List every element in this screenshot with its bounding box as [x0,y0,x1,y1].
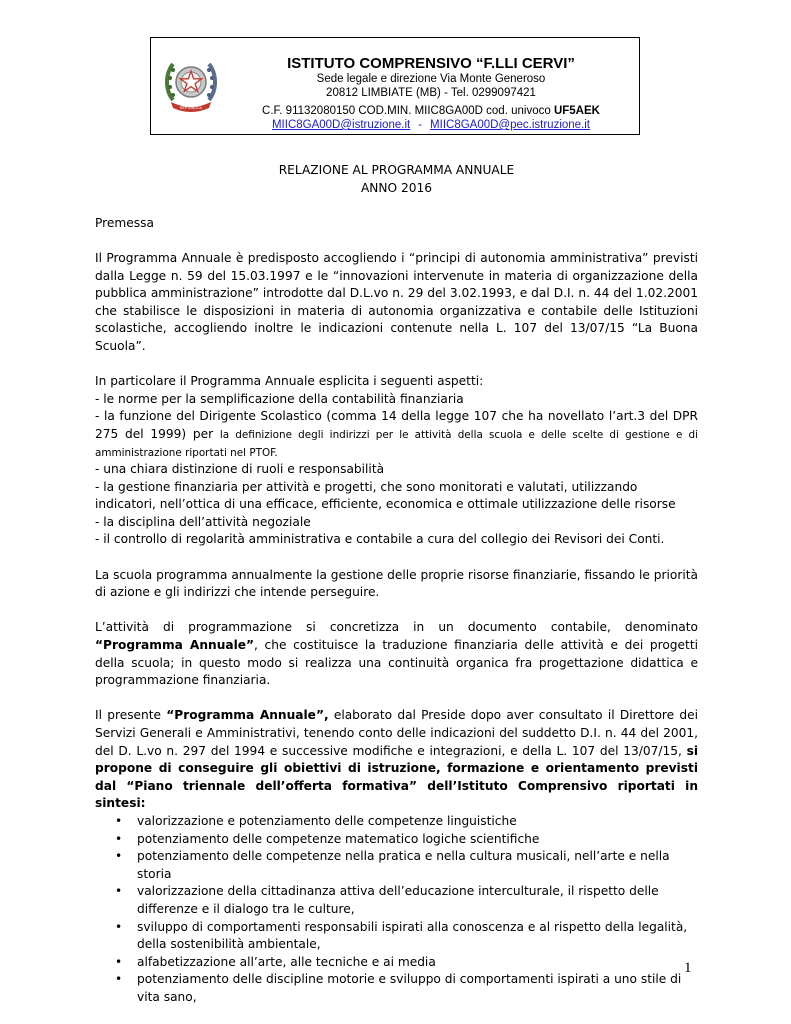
para-text: , che costituisce la traduzione finanziaria delle attività e dei progetti della scuola; in questo modo si realizza una continuità organica fra progettazione didattica e programmazione finanziaria. [95,638,698,688]
codes-text: C.F. 91132080150 COD.MIN. MIIC8GA00D cod. univoco [262,105,554,117]
aspect-item-dirigente-a: - la funzione del Dirigente Scolastico (comma 14 della legge 107 che ha novellato l’art.3 del DPR 275 del 1999) per [95,409,698,441]
list-item: • valorizzazione della cittadinanza attiva dell’educazione interculturale, il rispetto delle differenze e il dialogo tra le culture, [95,883,698,918]
paragraph-presente [95,707,698,813]
para-bold: “Programma Annuale” [95,638,255,653]
list-item: • valorizzazione e potenziamento delle competenze linguistiche [95,813,698,831]
address-line-1: Sede legale e direzione Via Monte Generoso [316,73,546,85]
aspect-item-dirigente [95,408,698,461]
svg-text:REPVBBLICA: REPVBBLICA [180,106,202,110]
para-text: elaborato dal Preside dopo aver consultato il Direttore dei Servizi Generali e Amministrativi, tenendo conto delle indicazioni del suddetto D.I. n. 44 del 2001, del D. L.vo n. 297 del 1994 e successive modifiche e integrazioni, e della L. 107 del 13/07/15, [95,708,699,758]
paragraph-intro: Il Programma Annuale è predisposto accogliendo i “principi di autonomia amministrativa” previsti dalla Legge n. 59 del 15.03.1997 e le “innovazioni intervenute in materia di organizzazione della pubblica amministrazione” introdotte dal D.L.vo n. 29 del 3.02.1993, e dal D.I. n. 44 del 1.02.2001 che stabilisce le disposizioni in materia di autonomia organizzativa e contabile delle Istituzioni scolastiche, accogliendo inoltre le indicazioni contenute nella L. 107 del 13/07/15 “La Buona Scuola”. [95,250,698,353]
email-separator: - [418,119,423,131]
aspects-intro: In particolare il Programma Annuale esplicita i seguenti aspetti: [95,374,484,389]
document-body [95,162,698,1007]
page-number: 1 [684,960,692,976]
aspect-item: - la disciplina dell’attività negoziale [95,514,311,529]
paragraph-programmazione [95,619,698,689]
email-line [231,118,631,132]
para-bold: “Programma Annuale”, [166,708,329,723]
para-bold: si propone di conseguire gli obiettivi di istruzione, formazione e orientamento previsti dal “Piano triennale dell’offerta formativa” dell’Istituto Comprensivo riportati in sintesi: [95,743,698,811]
aspect-item: - il controllo di regolarità amministrativa e contabile a cura del collegio dei Revisori dei Conti. [95,532,665,547]
email-link-istruzione[interactable]: MIIC8GA00D@istruzione.it [271,119,411,131]
aspect-item-dirigente-b: la definizione degli indirizzi per le attività della scuola e delle scelte di gestione e di amministrazione riportati nel PTOF. [95,428,698,459]
document-year: ANNO 2016 [360,180,433,195]
letterhead-box [150,37,640,135]
aspect-item: - una chiara distinzione di ruoli e responsabilità [95,462,385,477]
institute-name: ISTITUTO COMPRENSIVO “F.LLI CERVI” [287,55,575,72]
list-item: • potenziamento delle competenze nella pratica e nella cultura musicali, nell’arte e nella storia [95,848,698,883]
aspect-item: - la gestione finanziaria per attività e progetti, che sono monitorati e valutati, utilizzando indicatori, nell’ottica di una efficace, efficiente, economica e ottimale utilizzazione delle risorse [95,479,676,512]
univoco-code: UF5AEK [553,105,600,117]
paragraph-gestione: La scuola programma annualmente la gestione delle proprie risorse finanziarie, fissando le priorità di azione e gli indirizzi che intende perseguire. [95,567,698,600]
list-item: • potenziamento delle competenze matematico logiche scientifiche [95,831,698,849]
italian-republic-emblem-icon [163,56,219,116]
list-item: • alfabetizzazione all’arte, alle tecniche e ai media [95,954,698,972]
address-line-2: 20812 LIMBIATE (MB) - Tel. 0299097421 [326,87,536,99]
institute-codes [231,104,631,118]
email-link-pec[interactable]: MIIC8GA00D@pec.istruzione.it [430,119,591,131]
aspect-item: - le norme per la semplificazione della contabilità finanziaria [95,391,464,406]
letterhead-text [231,42,631,132]
document-title: RELAZIONE AL PROGRAMMA ANNUALE [278,163,515,177]
para-text: L’attività di programmazione si concretizza in un documento contabile, denominato [95,620,698,635]
para-text: Il presente [95,708,167,723]
list-item: • sviluppo di comportamenti responsabili ispirati alla conoscenza e al rispetto della legalità, della sostenibilità ambientale, [95,919,698,954]
section-heading-premessa: Premessa [95,215,154,230]
list-item: • potenziamento delle discipline motorie e sviluppo di comportamenti ispirati a uno stile di vita sano, [95,971,698,1006]
objectives-list [95,813,698,1007]
